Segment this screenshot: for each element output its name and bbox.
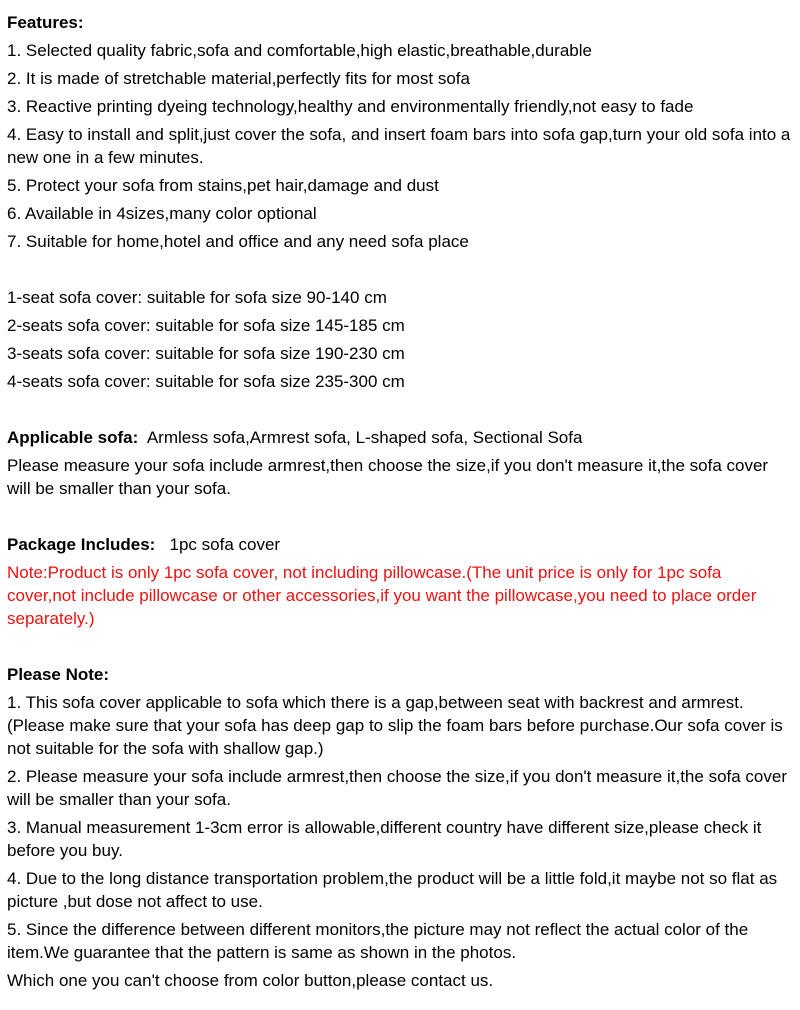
please-note-title: Please Note: — [7, 665, 110, 684]
applicable-sofa-value: Armless sofa,Armrest sofa, L-shaped sofa, Sectional Sofa — [138, 428, 583, 447]
size-item: 3-seats sofa cover: suitable for sofa size 190-230 cm — [7, 344, 405, 363]
feature-item: 1. Selected quality fabric,sofa and comfortable,high elastic,breathable,durable — [7, 41, 592, 60]
spacer — [7, 635, 792, 663]
spacer — [7, 505, 792, 533]
size-item: 4-seats sofa cover: suitable for sofa size 235-300 cm — [7, 372, 405, 391]
feature-item: 5. Protect your sofa from stains,pet hair,damage and dust — [7, 176, 439, 195]
feature-item: 3. Reactive printing dyeing technology,healthy and environmentally friendly,not easy to fade — [7, 97, 694, 116]
contact-note: Which one you can't choose from color button,please contact us. — [7, 971, 494, 990]
note-item: 1. This sofa cover applicable to sofa which there is a gap,between seat with backrest and armrest.(Please make sure that your sofa has deep gap to slip the foam bars before purchase.Our sofa cover is not suitable for the sofa with shallow gap.) — [7, 693, 783, 758]
size-item: 2-seats sofa cover: suitable for sofa size 145-185 cm — [7, 316, 405, 335]
feature-item: 2. It is made of stretchable material,perfectly fits for most sofa — [7, 69, 470, 88]
note-item: 5. Since the difference between different monitors,the picture may not reflect the actual color of the item.We guarantee that the pattern is same as shown in the photos. — [7, 920, 749, 962]
package-line — [7, 533, 792, 556]
applicable-sofa-label: Applicable sofa: — [7, 428, 139, 447]
note-item: 3. Manual measurement 1-3cm error is allowable,different country have different size,please check it before you buy. — [7, 818, 762, 860]
pillowcase-note: Note:Product is only 1pc sofa cover, not including pillowcase.(The unit price is only for 1pc sofa cover,not include pillowcase or other accessories,if you want the pillowcase,you need to place order separately.) — [7, 563, 757, 628]
features-title: Features: — [7, 13, 84, 32]
feature-item: 6. Available in 4sizes,many color optional — [7, 204, 317, 223]
note-item: 2. Please measure your sofa include armrest,then choose the size,if you don't measure it,the sofa cover will be smaller than your sofa. — [7, 767, 787, 809]
measure-note: Please measure your sofa include armrest,then choose the size,if you don't measure it,the sofa cover will be smaller than your sofa. — [7, 456, 769, 498]
spacer — [7, 398, 792, 426]
package-value: 1pc sofa cover — [155, 535, 281, 554]
applicable-sofa-line — [7, 426, 792, 449]
size-item: 1-seat sofa cover: suitable for sofa size 90-140 cm — [7, 288, 387, 307]
note-item: 4. Due to the long distance transportation problem,the product will be a little fold,it maybe not so flat as picture ,but dose not affect to use. — [7, 869, 778, 911]
package-label: Package Includes: — [7, 535, 156, 554]
spacer — [7, 258, 792, 286]
feature-item: 7. Suitable for home,hotel and office and any need sofa place — [7, 232, 469, 251]
feature-item: 4. Easy to install and split,just cover the sofa, and insert foam bars into sofa gap,turn your old sofa into a new one in a few minutes. — [7, 125, 791, 167]
